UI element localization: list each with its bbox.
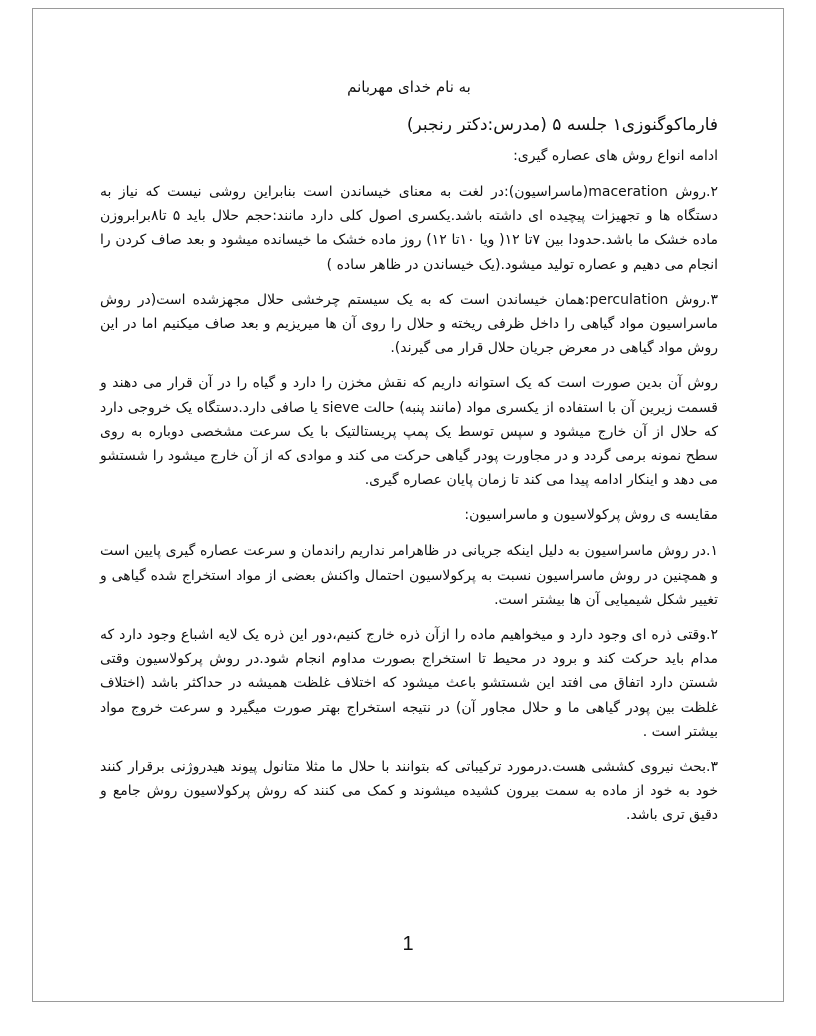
- comparison-point-2: ۲.وقتی ذره ای وجود دارد و میخواهیم ماده را ازآن ذره خارج کنیم،دور این ذره یک لایه اشباع وجود دارد که مدام باید حرکت کند و برود در محیط تا استخراج بصورت مداوم انجام شود.در روش پرکولاسیون وقتی شستن دارد اتفاق می افتد این شستشو باعث میشود که اختلاف غلظت همیشه در حداکثر باشد (اختلاف غلظت بین پودر گیاهی ما و حلال مجاور آن) در نتیجه استخراج بهتر صورت میگیرد و سرعت خروج مواد بیشتر است .: [100, 627, 718, 740]
- document-subtitle: فارماکوگنوزی۱ جلسه ۵ (مدرس:دکتر رنجبر): [406, 115, 718, 135]
- paragraph-perculation: ۳.روش perculation:همان خیساندن است که به یک سیستم چرخشی حلال مجهزشده است(در روش ماسراسیون مواد گیاهی را داخل ظرفی ریخته و حلال را روی آن ها میریزیم و بعد صاف میکنیم اما در این روش مواد گیاهی در معرض جریان حلال قرار می گیرند).: [100, 291, 719, 357]
- intro-heading: ادامه انواع روش های عصاره گیری:: [513, 148, 718, 164]
- document-body: [100, 74, 718, 839]
- document-title: به نام خدای مهربانم: [347, 78, 471, 96]
- comparison-point-1: ۱.در روش ماسراسیون به دلیل اینکه جریانی در ظاهرامر نداریم راندمان و سرعت عصاره گیری پایین است و همچنین در روش ماسراسیون نسبت به پرکولاسیون احتمال واکنش بعضی از مواد استخراج شده گیاهی و تغییر شکل شیمیایی آن ها بیشتر است.: [100, 543, 718, 608]
- comparison-point-3: ۳.بحث نیروی کششی هست.درمورد ترکیباتی که بتوانند با حلال ما مثلا متانول پیوند هیدروژنی برقرار کنند خود به خود از ماده به سمت بیرون کشیده میشوند و کمک می کنند که روش پرکولاسیون روش جامع و دقیق تری باشد.: [100, 759, 718, 824]
- paragraph-perculation-method: روش آن بدین صورت است که یک استوانه داریم که نقش مخزن را دارد و گیاه را در آن قرار می دهند و قسمت زیرین آن با استفاده از یکسری مواد (مانند پنبه) حالت sieve یا صافی دارد.دستگاه یک خروجی دارد که حلال از آن خارج میشود و سپس توسط یک پمپ پریستالتیک با یک سرعت مشخصی دوباره به روی سطح نمونه برمی گردد و در مجاورت پودر گیاهی حرکت می کند و موادی که از آن خارج میشود را شستشو می دهد و اینکار ادامه پیدا می کند تا زمان پایان عصاره گیری.: [100, 375, 718, 489]
- page-number: 1: [402, 933, 414, 955]
- comparison-heading: مقایسه ی روش پرکولاسیون و ماسراسیون:: [464, 507, 718, 524]
- paragraph-maceration: ۲.روش maceration(ماسراسیون):در لغت به معنای خیساندن است بنابراین روشی نیست که نیاز به دستگاه ها و تجهیزات پیچیده ای داشته باشد.یکسری اصول کلی دارد مانند:حجم حلال باید ۵ تا۸برابروزن ماده خشک ما باشد.حدودا بین ۷تا ۱۲( ویا ۱۰تا ۱۲) روز ماده خشک ما خیسانده میشود و بعد صاف کردن را انجام می دهیم و عصاره تولید میشود.(یک خیساندن در ظاهر ساده ): [100, 184, 719, 273]
